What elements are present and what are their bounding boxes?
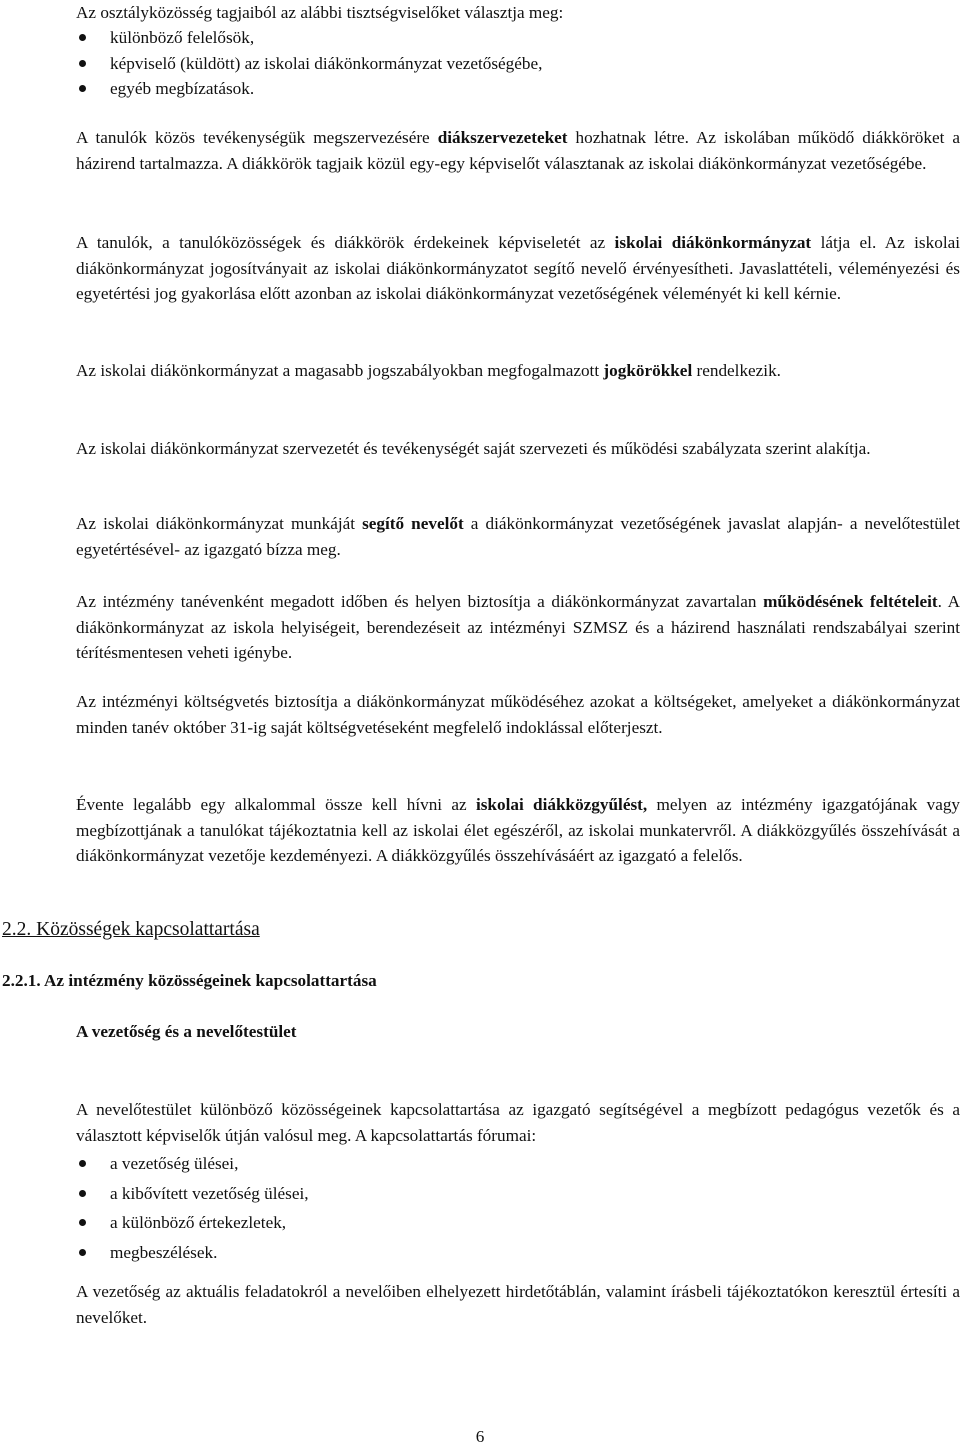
- forum-list: [76, 1149, 309, 1267]
- list-item: megbeszélések.: [76, 1238, 309, 1268]
- bullet-icon: [79, 60, 86, 67]
- list-item: különböző felelősök,: [76, 25, 542, 51]
- bullet-icon: [79, 85, 86, 92]
- list-item: a vezetőség ülései,: [76, 1149, 309, 1179]
- list-item: képviselő (küldött) az iskolai diákönkormányzat vezetőségébe,: [76, 51, 542, 77]
- paragraph-diakszervezetek: A tanulók közös tevékenységük megszervezésére diákszervezeteket hozhatnak létre. Az iskolában működő diákköröket a házirend tartalmazza. A diákkörök tagjaik közül egy-egy képviselőt választanak az iskolai diákönkormányzat vezetőségébe.: [76, 128, 960, 173]
- list-item: egyéb megbízatások.: [76, 76, 542, 102]
- paragraph-jogkorok: Az iskolai diákönkormányzat a magasabb jogszabályokban megfogalmazott jogkörökkel rendelkezik.: [76, 361, 781, 380]
- paragraph-hirdetotabla: A vezetőség az aktuális feladatokról a nevelőiben elhelyezett hirdetőtáblán, valamint írásbeli tájékoztatókon keresztül értesíti a nevelőket.: [76, 1282, 960, 1327]
- section-heading-kapcsolattartas: 2.2. Közösségek kapcsolattartása: [2, 919, 260, 940]
- bullet-icon: [79, 1190, 86, 1197]
- page-number: 6: [475, 1427, 485, 1446]
- paragraph-forumok: A nevelőtestület különböző közösségeinek kapcsolattartása az igazgató segítségével a megbízott pedagógus vezetők és a választott képviselők útján valósul meg. A kapcsolattartás fórumai:: [76, 1100, 960, 1145]
- list-item: a különböző értekezletek,: [76, 1208, 309, 1238]
- list-item: a kibővített vezetőség ülései,: [76, 1179, 309, 1209]
- subsection-heading-kozossegek: 2.2.1. Az intézmény közösségeinek kapcsolattartása: [2, 971, 377, 990]
- paragraph-koltsegvetes: Az intézményi költségvetés biztosítja a diákönkormányzat működéséhez azokat a költségeket, amelyeket a diákönkormányzat minden tanév október 31-ig saját költségvetéseként megfelelő indoklással előterjeszt.: [76, 692, 960, 737]
- bullet-icon: [79, 1160, 86, 1167]
- officer-list: [76, 25, 542, 102]
- subheading-vezetoseg-nevelotestulet: A vezetőség és a nevelőtestület: [76, 1022, 297, 1041]
- paragraph-diakkozgyules: Évente legalább egy alkalommal össze kell hívni az iskolai diákközgyűlést, melyen az intézmény igazgatójának vagy megbízottjának a tanulókat tájékoztatnia kell az iskolai élet egészéről, az iskolai munkatervről. A diákközgyűlés összehívását a diákönkormányzat vezetője kezdeményezi. A diákközgyűlés összehívásáért az igazgató a felelős.: [76, 795, 960, 865]
- paragraph-diakonkormanyzat: A tanulók, a tanulóközösségek és diákkörök érdekeinek képviseletét az iskolai diákönkormányzat látja el. Az iskolai diákönkormányzat jogosítványait az iskolai diákönkormányzatot segítő nevelő érvényesítheti. Javaslattételi, véleményezési és egyetértési jog gyakorlása előtt azonban az iskolai diákönkormányzat vezetőségének véleményét ki kell kérnie.: [76, 233, 960, 303]
- bullet-icon: [79, 1249, 86, 1256]
- bullet-icon: [79, 1219, 86, 1226]
- paragraph-mukodes-feltetelei: Az intézmény tanévenként megadott időben és helyen biztosítja a diákönkormányzat zavartalan működésének feltételeit. A diákönkormányzat az iskola helyiségeit, berendezéseit az intézményi SZMSZ és a házirend használati rendszabályai szerint térítésmentesen veheti igénybe.: [76, 592, 960, 662]
- paragraph-szervezet: Az iskolai diákönkormányzat szervezetét és tevékenységét saját szervezeti és működési szabályzata szerint alakítja.: [76, 439, 871, 458]
- intro-line: Az osztályközösség tagjaiból az alábbi tisztségviselőket választja meg:: [76, 3, 564, 22]
- paragraph-segito-nevelo: Az iskolai diákönkormányzat munkáját segítő nevelőt a diákönkormányzat vezetőségének javaslat alapján- a nevelőtestület egyetértésével- az igazgató bízza meg.: [76, 514, 960, 559]
- bullet-icon: [79, 34, 86, 41]
